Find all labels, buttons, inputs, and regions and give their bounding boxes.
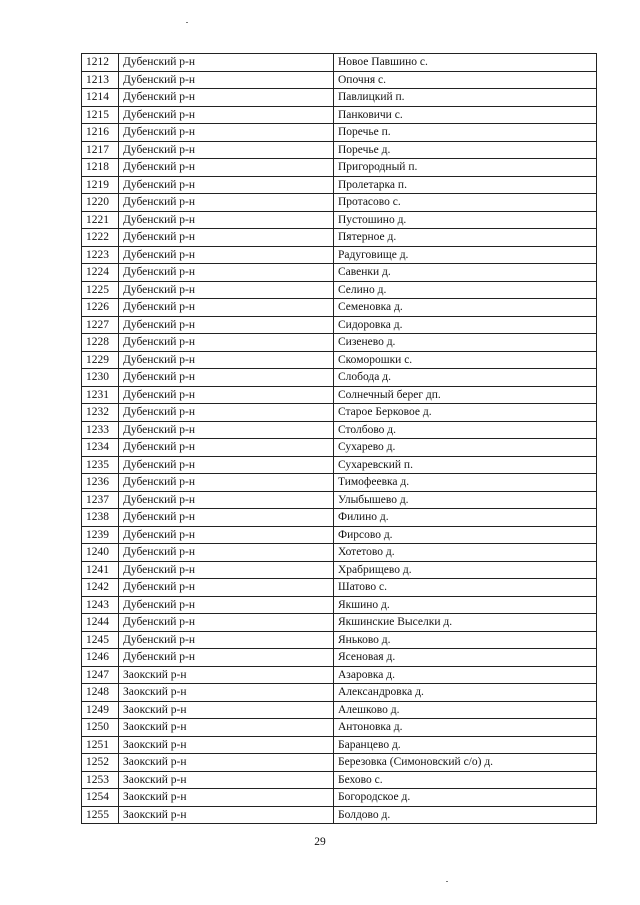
row-number-cell: 1237 — [82, 491, 119, 509]
row-number-cell: 1239 — [82, 526, 119, 544]
row-number-cell: 1223 — [82, 246, 119, 264]
row-number-cell: 1230 — [82, 369, 119, 387]
settlement-cell: Панковичи с. — [334, 106, 597, 124]
table-row — [82, 229, 597, 247]
table-row — [82, 596, 597, 614]
district-cell: Заокский р-н — [119, 789, 334, 807]
row-number-cell: 1246 — [82, 649, 119, 667]
row-number-cell: 1229 — [82, 351, 119, 369]
table-row — [82, 54, 597, 72]
table-row — [82, 299, 597, 317]
row-number-cell: 1254 — [82, 789, 119, 807]
table-row — [82, 649, 597, 667]
settlements-table — [81, 53, 597, 824]
settlement-cell: Сухаревский п. — [334, 456, 597, 474]
settlements-table-container — [81, 53, 596, 824]
table-row — [82, 159, 597, 177]
settlement-cell: Пятерное д. — [334, 229, 597, 247]
settlement-cell: Болдово д. — [334, 806, 597, 824]
table-row — [82, 106, 597, 124]
settlement-cell: Шатово с. — [334, 579, 597, 597]
page-number: 29 — [314, 836, 326, 848]
table-row — [82, 719, 597, 737]
district-cell: Дубенский р-н — [119, 141, 334, 159]
table-row — [82, 526, 597, 544]
settlement-cell: Слобода д. — [334, 369, 597, 387]
district-cell: Дубенский р-н — [119, 544, 334, 562]
row-number-cell: 1250 — [82, 719, 119, 737]
settlement-cell: Сизенево д. — [334, 334, 597, 352]
table-row — [82, 351, 597, 369]
row-number-cell: 1255 — [82, 806, 119, 824]
table-row — [82, 316, 597, 334]
table-row — [82, 701, 597, 719]
table-row — [82, 474, 597, 492]
settlement-cell: Хотетово д. — [334, 544, 597, 562]
district-cell: Дубенский р-н — [119, 71, 334, 89]
settlement-cell: Поречье п. — [334, 124, 597, 142]
table-row — [82, 421, 597, 439]
row-number-cell: 1236 — [82, 474, 119, 492]
settlement-cell: Савенки д. — [334, 264, 597, 282]
table-row — [82, 264, 597, 282]
row-number-cell: 1251 — [82, 736, 119, 754]
row-number-cell: 1243 — [82, 596, 119, 614]
district-cell: Заокский р-н — [119, 736, 334, 754]
settlement-cell: Азаровка д. — [334, 666, 597, 684]
table-row — [82, 806, 597, 824]
district-cell: Заокский р-н — [119, 754, 334, 772]
table-row — [82, 246, 597, 264]
table-row — [82, 561, 597, 579]
table-row — [82, 369, 597, 387]
table-row — [82, 386, 597, 404]
district-cell: Дубенский р-н — [119, 246, 334, 264]
settlement-cell: Сидоровка д. — [334, 316, 597, 334]
table-row — [82, 579, 597, 597]
row-number-cell: 1218 — [82, 159, 119, 177]
district-cell: Дубенский р-н — [119, 281, 334, 299]
district-cell: Дубенский р-н — [119, 124, 334, 142]
district-cell: Дубенский р-н — [119, 561, 334, 579]
table-row — [82, 334, 597, 352]
row-number-cell: 1252 — [82, 754, 119, 772]
district-cell: Дубенский р-н — [119, 229, 334, 247]
row-number-cell: 1212 — [82, 54, 119, 72]
row-number-cell: 1226 — [82, 299, 119, 317]
row-number-cell: 1244 — [82, 614, 119, 632]
district-cell: Дубенский р-н — [119, 421, 334, 439]
table-row — [82, 666, 597, 684]
district-cell: Дубенский р-н — [119, 176, 334, 194]
table-row — [82, 754, 597, 772]
table-row — [82, 176, 597, 194]
district-cell: Дубенский р-н — [119, 106, 334, 124]
settlement-cell: Солнечный берег дп. — [334, 386, 597, 404]
table-row — [82, 211, 597, 229]
settlement-cell: Опочня с. — [334, 71, 597, 89]
table-row — [82, 456, 597, 474]
settlement-cell: Тимофеевка д. — [334, 474, 597, 492]
table-row — [82, 404, 597, 422]
district-cell: Дубенский р-н — [119, 404, 334, 422]
settlement-cell: Сухарево д. — [334, 439, 597, 457]
settlement-cell: Новое Павшино с. — [334, 54, 597, 72]
settlement-cell: Александровка д. — [334, 684, 597, 702]
row-number-cell: 1235 — [82, 456, 119, 474]
district-cell: Заокский р-н — [119, 806, 334, 824]
settlement-cell: Улыбышево д. — [334, 491, 597, 509]
row-number-cell: 1222 — [82, 229, 119, 247]
district-cell: Дубенский р-н — [119, 491, 334, 509]
district-cell: Дубенский р-н — [119, 299, 334, 317]
row-number-cell: 1220 — [82, 194, 119, 212]
settlement-cell: Бехово с. — [334, 771, 597, 789]
row-number-cell: 1234 — [82, 439, 119, 457]
row-number-cell: 1249 — [82, 701, 119, 719]
scan-speck — [446, 881, 448, 882]
district-cell: Дубенский р-н — [119, 89, 334, 107]
district-cell: Заокский р-н — [119, 701, 334, 719]
district-cell: Дубенский р-н — [119, 351, 334, 369]
settlement-cell: Баранцево д. — [334, 736, 597, 754]
table-row — [82, 684, 597, 702]
district-cell: Дубенский р-н — [119, 614, 334, 632]
district-cell: Заокский р-н — [119, 684, 334, 702]
settlement-cell: Богородское д. — [334, 789, 597, 807]
settlement-cell: Столбово д. — [334, 421, 597, 439]
table-row — [82, 614, 597, 632]
row-number-cell: 1232 — [82, 404, 119, 422]
settlement-cell: Якшино д. — [334, 596, 597, 614]
row-number-cell: 1247 — [82, 666, 119, 684]
row-number-cell: 1233 — [82, 421, 119, 439]
table-row — [82, 141, 597, 159]
settlement-cell: Храбрищево д. — [334, 561, 597, 579]
table-row — [82, 194, 597, 212]
settlement-cell: Фирсово д. — [334, 526, 597, 544]
row-number-cell: 1238 — [82, 509, 119, 527]
row-number-cell: 1217 — [82, 141, 119, 159]
district-cell: Дубенский р-н — [119, 334, 334, 352]
district-cell: Дубенский р-н — [119, 316, 334, 334]
table-row — [82, 544, 597, 562]
settlement-cell: Старое Берковое д. — [334, 404, 597, 422]
settlement-cell: Скоморошки с. — [334, 351, 597, 369]
table-row — [82, 281, 597, 299]
row-number-cell: 1227 — [82, 316, 119, 334]
table-row — [82, 736, 597, 754]
settlements-table-body — [82, 54, 597, 824]
row-number-cell: 1245 — [82, 631, 119, 649]
district-cell: Дубенский р-н — [119, 386, 334, 404]
row-number-cell: 1224 — [82, 264, 119, 282]
table-row — [82, 509, 597, 527]
district-cell: Дубенский р-н — [119, 439, 334, 457]
settlement-cell: Антоновка д. — [334, 719, 597, 737]
settlement-cell: Ясеновая д. — [334, 649, 597, 667]
row-number-cell: 1221 — [82, 211, 119, 229]
row-number-cell: 1219 — [82, 176, 119, 194]
district-cell: Дубенский р-н — [119, 159, 334, 177]
row-number-cell: 1253 — [82, 771, 119, 789]
table-row — [82, 789, 597, 807]
district-cell: Дубенский р-н — [119, 631, 334, 649]
district-cell: Дубенский р-н — [119, 526, 334, 544]
row-number-cell: 1240 — [82, 544, 119, 562]
scan-speck — [186, 22, 188, 23]
settlement-cell: Березовка (Симоновский с/о) д. — [334, 754, 597, 772]
row-number-cell: 1228 — [82, 334, 119, 352]
district-cell: Заокский р-н — [119, 771, 334, 789]
settlement-cell: Павлицкий п. — [334, 89, 597, 107]
table-row — [82, 491, 597, 509]
settlement-cell: Пролетарка п. — [334, 176, 597, 194]
district-cell: Дубенский р-н — [119, 211, 334, 229]
row-number-cell: 1225 — [82, 281, 119, 299]
district-cell: Дубенский р-н — [119, 456, 334, 474]
row-number-cell: 1241 — [82, 561, 119, 579]
table-row — [82, 89, 597, 107]
settlement-cell: Поречье д. — [334, 141, 597, 159]
district-cell: Дубенский р-н — [119, 579, 334, 597]
settlement-cell: Радуговище д. — [334, 246, 597, 264]
settlement-cell: Пустошино д. — [334, 211, 597, 229]
district-cell: Дубенский р-н — [119, 649, 334, 667]
table-row — [82, 771, 597, 789]
settlement-cell: Селино д. — [334, 281, 597, 299]
district-cell: Заокский р-н — [119, 719, 334, 737]
row-number-cell: 1248 — [82, 684, 119, 702]
district-cell: Дубенский р-н — [119, 509, 334, 527]
table-row — [82, 71, 597, 89]
district-cell: Дубенский р-н — [119, 369, 334, 387]
row-number-cell: 1215 — [82, 106, 119, 124]
table-row — [82, 124, 597, 142]
row-number-cell: 1216 — [82, 124, 119, 142]
settlement-cell: Протасово с. — [334, 194, 597, 212]
row-number-cell: 1242 — [82, 579, 119, 597]
district-cell: Дубенский р-н — [119, 474, 334, 492]
district-cell: Дубенский р-н — [119, 54, 334, 72]
settlement-cell: Алешково д. — [334, 701, 597, 719]
settlement-cell: Пригородный п. — [334, 159, 597, 177]
settlement-cell: Яньково д. — [334, 631, 597, 649]
row-number-cell: 1213 — [82, 71, 119, 89]
table-row — [82, 631, 597, 649]
district-cell: Заокский р-н — [119, 666, 334, 684]
row-number-cell: 1231 — [82, 386, 119, 404]
row-number-cell: 1214 — [82, 89, 119, 107]
district-cell: Дубенский р-н — [119, 264, 334, 282]
settlement-cell: Семеновка д. — [334, 299, 597, 317]
district-cell: Дубенский р-н — [119, 194, 334, 212]
settlement-cell: Филино д. — [334, 509, 597, 527]
district-cell: Дубенский р-н — [119, 596, 334, 614]
settlement-cell: Якшинские Выселки д. — [334, 614, 597, 632]
table-row — [82, 439, 597, 457]
